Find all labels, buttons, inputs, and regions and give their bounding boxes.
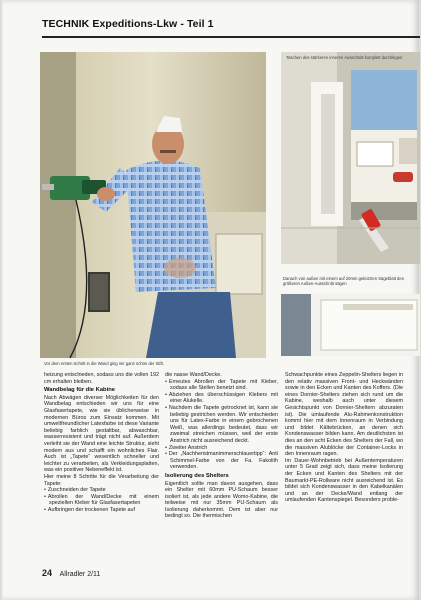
magazine-page [2, 0, 419, 600]
list-item: • Zuschneiden der Tapete [44, 487, 159, 494]
col1-paragraph-2: Hier meine 8 Schritte für die Verarbeitung der Tapete: [44, 473, 159, 487]
col2-paragraph-1: Eigentlich sollte man davon ausgehen, dass ein Shelter mit 60mm PU-Schaum besser isoliert ist, als jede andere Womo-Kabine, die teilweise mit nur 35mm PU-Schaum als Isolierung daherkommt. Dem ist aber nur bedingt so. Die thermischen [165, 480, 278, 520]
top-right-photo [281, 52, 420, 264]
text-column-1 [44, 372, 159, 513]
main-photo-illustration [40, 52, 266, 358]
col3-paragraph-1: Schwachpunkte eines Zeppelin-Shelters liegen in den relativ massiven Front- und Heckwänden sowie in den Ecken und Kanten des Koffers. (Die eines Dornier-Shelters ziehen sich rund um die Kabine, weshalb auch unter diesem Gesichtspunkt von Dornier-Sheltern abzuraten ist). Die umlaufende Alu-Rahmenkonstruktion kommt hier mit dem Innenraum in Verbindung und bildet Kältebrücken, an denen sich Kondenswasser bilden kann. Am deutlichsten ist dies an den acht Ecken des Shelters der Fall, wo die massiven Alublöcke der Container-Locks in den Innenraum ragen. [285, 372, 403, 458]
list-item: • Nachdem die Tapete getrocknet ist, kann sie beliebig gestrichen werden. Wir entschieden uns für Latex-Farbe in einem gebrochenen Weiß, was allerdings bedeutet, dass wir zweimal streichen müssen, weil der erste Anstrich nicht ausreichend deckt. [165, 405, 278, 445]
col2-intro: die nasse Wand/Decke. [165, 372, 222, 378]
list-item: • Abrollen der Wand/Decke mit einem speziellen Kleber für Glasfasertapeten [44, 494, 159, 507]
col1-heading: Wandbelag für die Kabine [44, 387, 115, 394]
section-header [42, 14, 420, 38]
top-right-photo-illustration [281, 52, 420, 264]
bottom-right-photo-illustration [281, 294, 420, 356]
col1-step-list [44, 487, 159, 513]
page-number: 24 [42, 568, 53, 578]
bottom-right-photo [281, 294, 420, 356]
col1-paragraph-1: Nach Abwägen diverser Möglichkeiten für den Wandbelag entschieden wir uns für eine Glasfasertapete, wie sie üblicherweise in modernen Büros zum Einsatz kommen. Mit umweltfreundlicher Latexfarbe ist diese Variante beliebig farblich gestaltbar, abwaschbar, wasserresistent und trägt nicht auf. Außerdem verleiht sie der Wand eine leichte Struktur, sieht modern aus und schafft ein wohnliches Flair. Auch ist „Tapete“ wesentlich schneller und leichter zu verarbeiten, als Verkleidungsplatten, was ein positiver Nebeneffekt ist. [44, 394, 159, 474]
list-item: • Abziehen des überschüssigen Klebers mit einer Alukelle. [165, 392, 278, 405]
list-item: • Erneutes Abrollen der Tapete mit Kleber, sodass alle Stellen benetzt sind. [165, 379, 278, 392]
list-item: • Der „Nachheristmanimmerschlauertipp“: Anti Schimmel-Farbe von der Fa. Fakolith verwenden. [165, 451, 278, 471]
col2-heading: Isolierung des Shelters [165, 472, 229, 479]
list-item: • Aufbringen der trockenen Tapete auf [44, 507, 159, 514]
bottom-right-caption: Danach von außen mit einem auf 20mm gekürzten Sägeblatt den größeren Außen-Ausschnitt sägen [283, 276, 405, 286]
page-footer [42, 568, 100, 578]
text-column-3 [285, 372, 403, 504]
main-photo [40, 52, 266, 358]
col2-step-list [165, 379, 278, 471]
main-photo-caption: Vor dem ersten Schritt in die Wand ging mir ganz schön der Stift. [44, 361, 164, 366]
page-title: TECHNIK Expeditions-Lkw - Teil 1 [42, 18, 214, 30]
list-item: • Zweiter Anstrich [165, 445, 278, 452]
top-right-caption: Taschen des stärkeren inneren Ausschnitt komplett durchlegen [286, 55, 403, 60]
issue-label: Allradler 2/11 [59, 571, 101, 578]
col1-intro: heizung entschieden, sodass uns die vollen 192 cm erhalten bleiben. [44, 372, 159, 385]
col3-paragraph-2: Im Dauer-Wohnbetrieb bei Außentemperaturen unter 5 Grad zeigt sich, dass meine Isolierung der Ecken und Kanten des Shelters mit der Baumarkt-PE-Rollware nicht ausreichend ist. Es bildet sich Kondenswasser in den Kabelkanälen und an der Decke/Wand entlang der umlaufenden Kantenspiegel. Besonders proble- [285, 457, 403, 504]
text-column-2 [165, 372, 278, 520]
